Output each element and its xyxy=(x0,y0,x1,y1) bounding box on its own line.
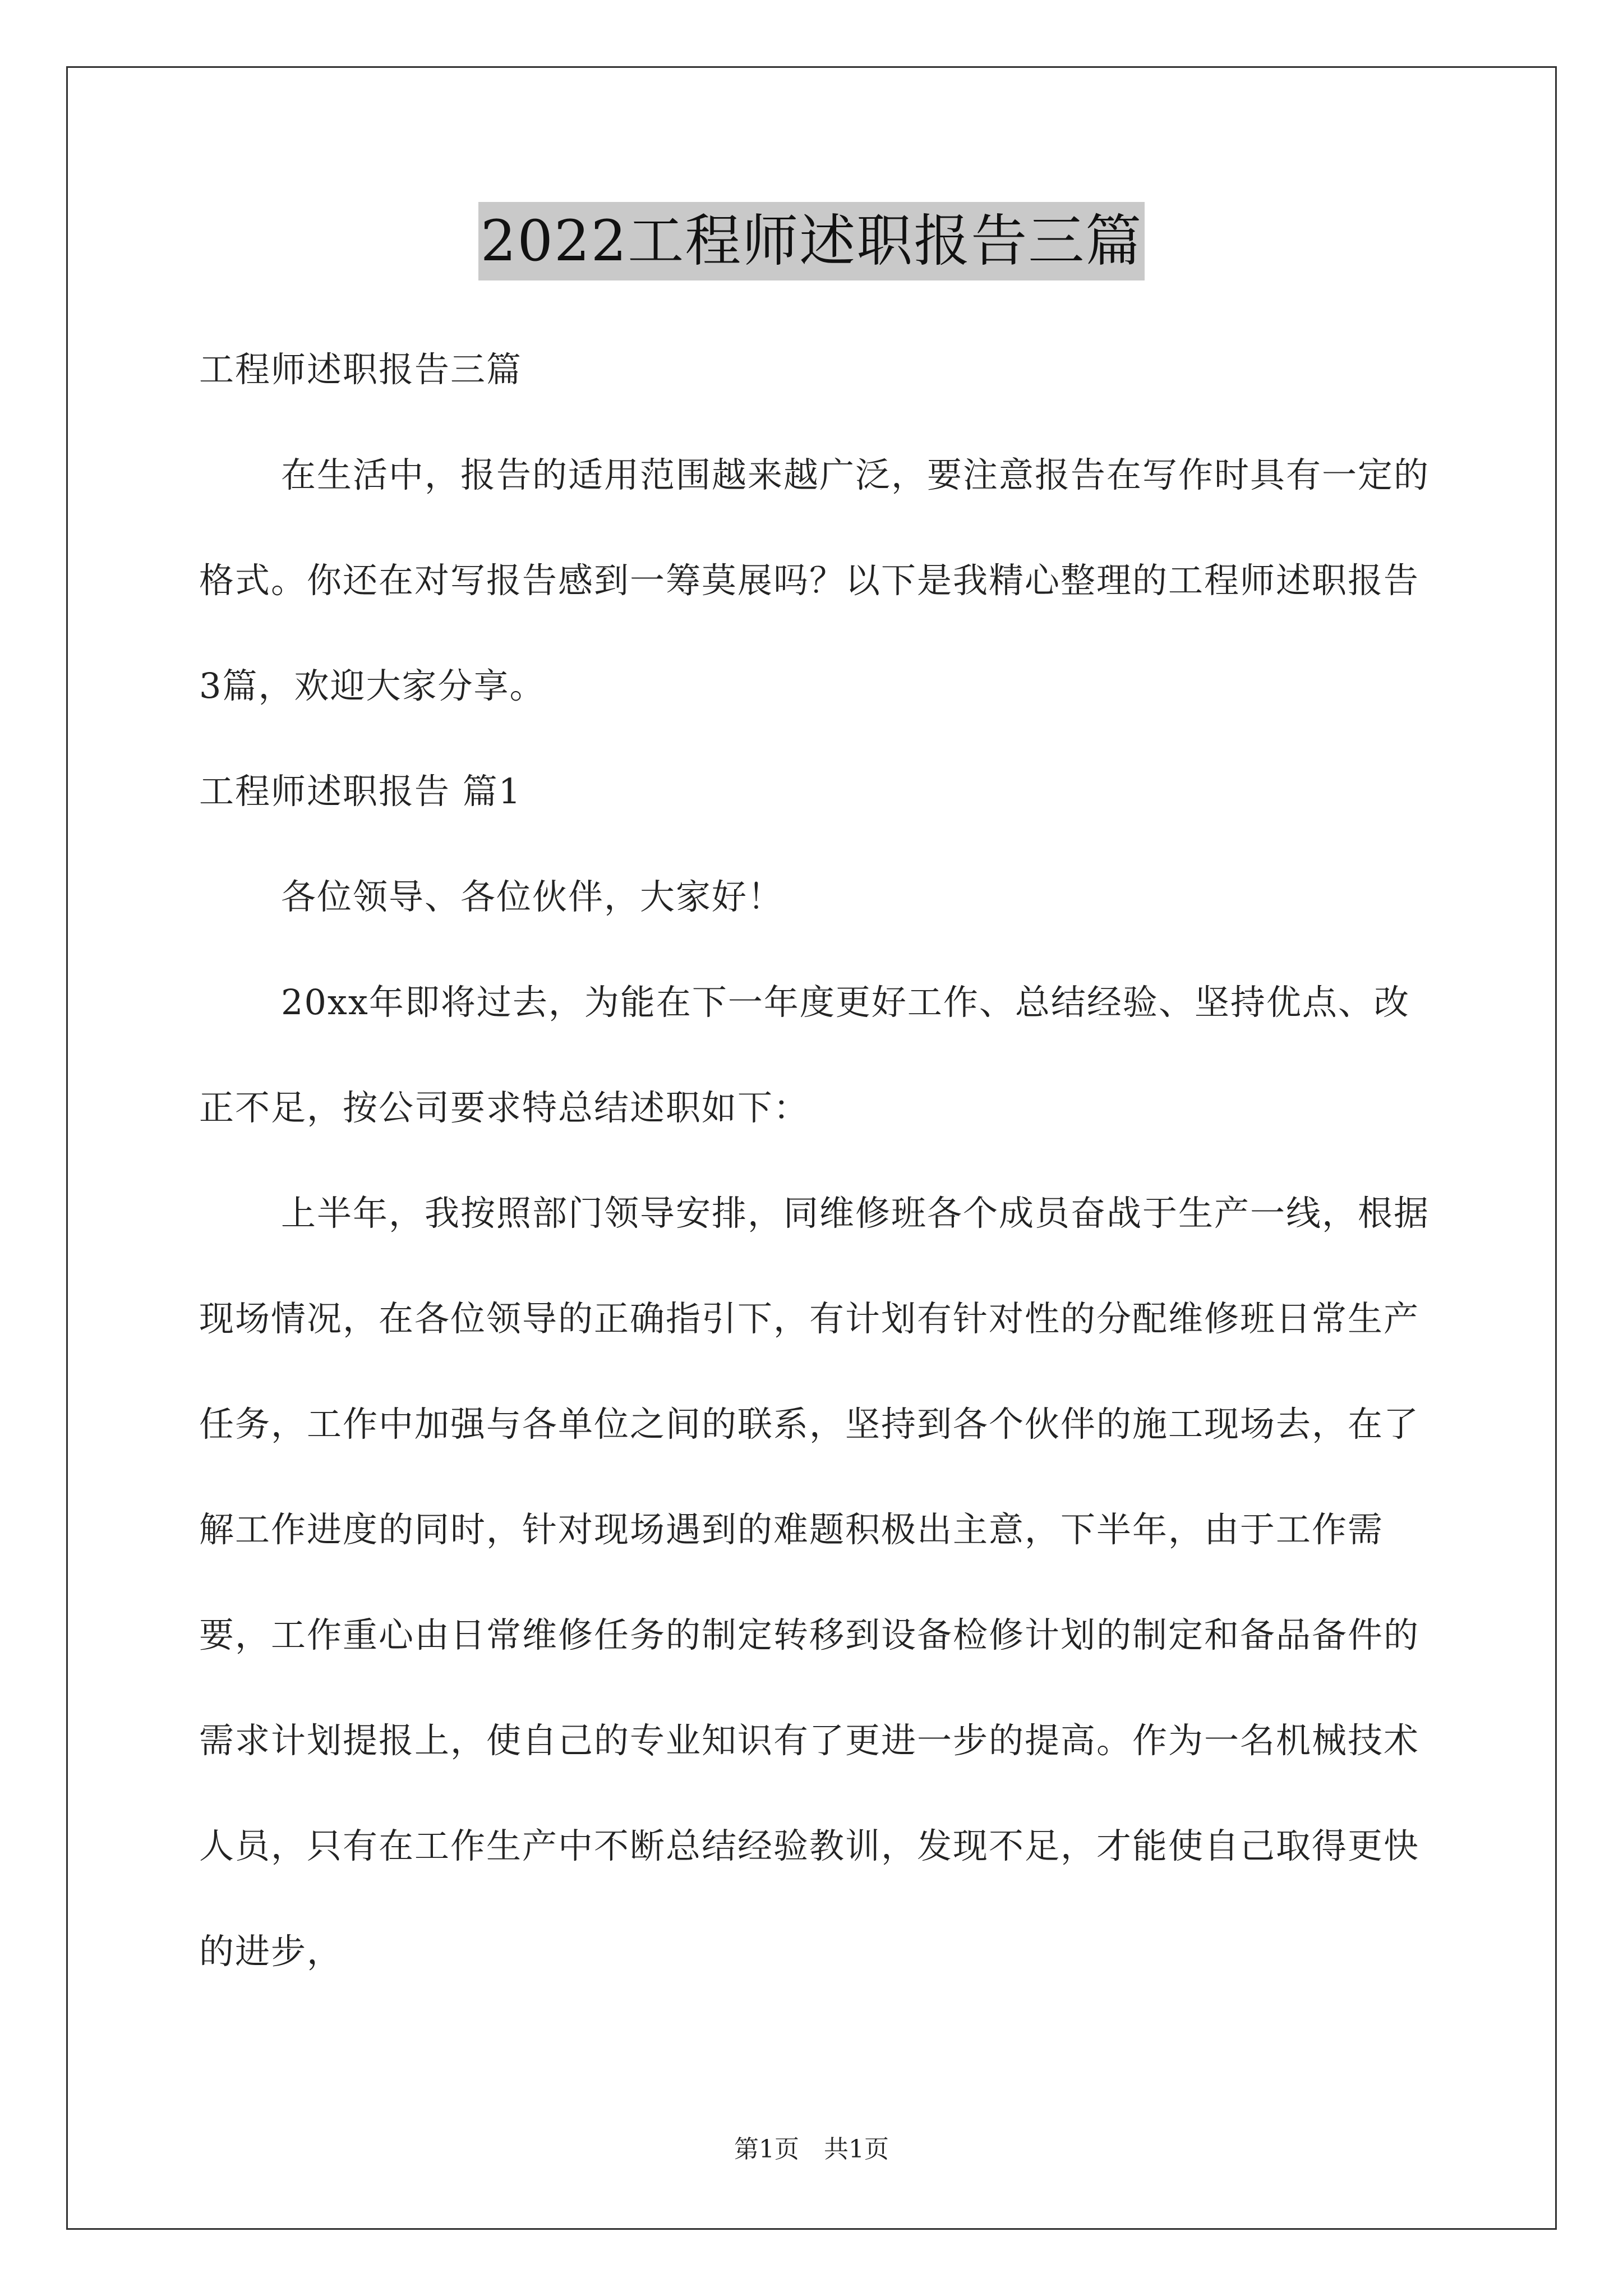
intro-paragraph: 在生活中，报告的适用范围越来越广泛，要注意报告在写作时具有一定的格式。你还在对写报告感到一筹莫展吗？以下是我精心整理的工程师述职报告3篇，欢迎大家分享。 xyxy=(199,454,1430,706)
document-title: 2022工程师述职报告三篇 xyxy=(478,202,1145,280)
body-paragraph: 20xx年即将过去，为能在下一年度更好工作、总结经验、坚持优点、改正不足，按公司要求特总结述职如下： xyxy=(199,982,1410,1128)
body-paragraph: 上半年，我按照部门领导安排，同维修班各个成员奋战于生产一线，根据现场情况，在各位领导的正确指引下，有计划有针对性的分配维修班日常生产任务，工作中加强与各单位之间的联系，坚持到各个伙伴的施工现场去，在了解工作进度的同时，针对现场遇到的难题积极出主意，下半年，由于工作需要，工作重心由日常维修任务的制定转移到设备检修计划的制定和备品备件的需求计划提报上，使自己的专业知识有了更进一步的提高。作为一名机械技术人员，只有在工作生产中不断总结经验教训，发现不足，才能使自己取得更快的进步， xyxy=(199,1193,1430,1972)
page-footer: 第1页 共1页 xyxy=(734,2135,889,2164)
section-heading: 工程师述职报告 篇1 xyxy=(199,771,522,812)
document-body xyxy=(199,317,1433,2004)
section-heading: 工程师述职报告三篇 xyxy=(199,349,523,390)
greeting-paragraph: 各位领导、各位伙伴，大家好！ xyxy=(281,876,784,917)
title-container xyxy=(0,202,1623,280)
